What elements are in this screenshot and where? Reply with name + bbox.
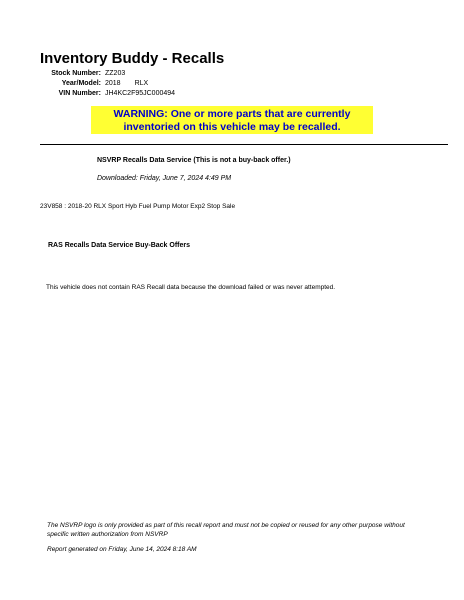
page-title: Inventory Buddy - Recalls [40, 50, 225, 67]
vin-number-value: JH4KC2F95JC000494 [105, 90, 176, 97]
vehicle-info [40, 69, 175, 99]
nsvrp-downloaded-date: Downloaded: Friday, June 7, 2024 4:49 PM [97, 175, 232, 182]
vin-number-label: VIN Number: [58, 90, 101, 97]
stock-number-label: Stock Number: [51, 70, 101, 77]
recall-warning-banner [91, 106, 373, 134]
stock-number-row [40, 69, 175, 79]
footer-disclaimer: The NSVRP logo is only provided as part of this recall report and must not be copied or reused for any other purpose without specific written authorization from NSVRP [47, 522, 405, 538]
section-divider [40, 144, 448, 145]
model-value: RLX [134, 80, 149, 87]
warning-line-1: WARNING: One or more parts that are currently [113, 108, 351, 120]
warning-line-2: inventoried on this vehicle may be recalled. [123, 121, 341, 133]
year-model-label: Year/Model: [61, 80, 101, 87]
ras-section-title: RAS Recalls Data Service Buy-Back Offers [48, 242, 191, 249]
year-value: 2018 [105, 80, 121, 87]
recall-item: 23V858 : 2018-20 RLX Sport Hyb Fuel Pump Motor Exp2 Stop Sale [40, 203, 236, 210]
vin-number-row [40, 89, 175, 99]
nsvrp-section-title: NSVRP Recalls Data Service (This is not a buy-back offer.) [97, 157, 291, 164]
year-model-row [40, 79, 175, 89]
stock-number-value: ZZ203 [105, 70, 126, 77]
report-generated-timestamp: Report generated on Friday, June 14, 2024 8:18 AM [47, 546, 197, 553]
ras-status-message: This vehicle does not contain RAS Recall data because the download failed or was never attempted. [46, 284, 336, 291]
